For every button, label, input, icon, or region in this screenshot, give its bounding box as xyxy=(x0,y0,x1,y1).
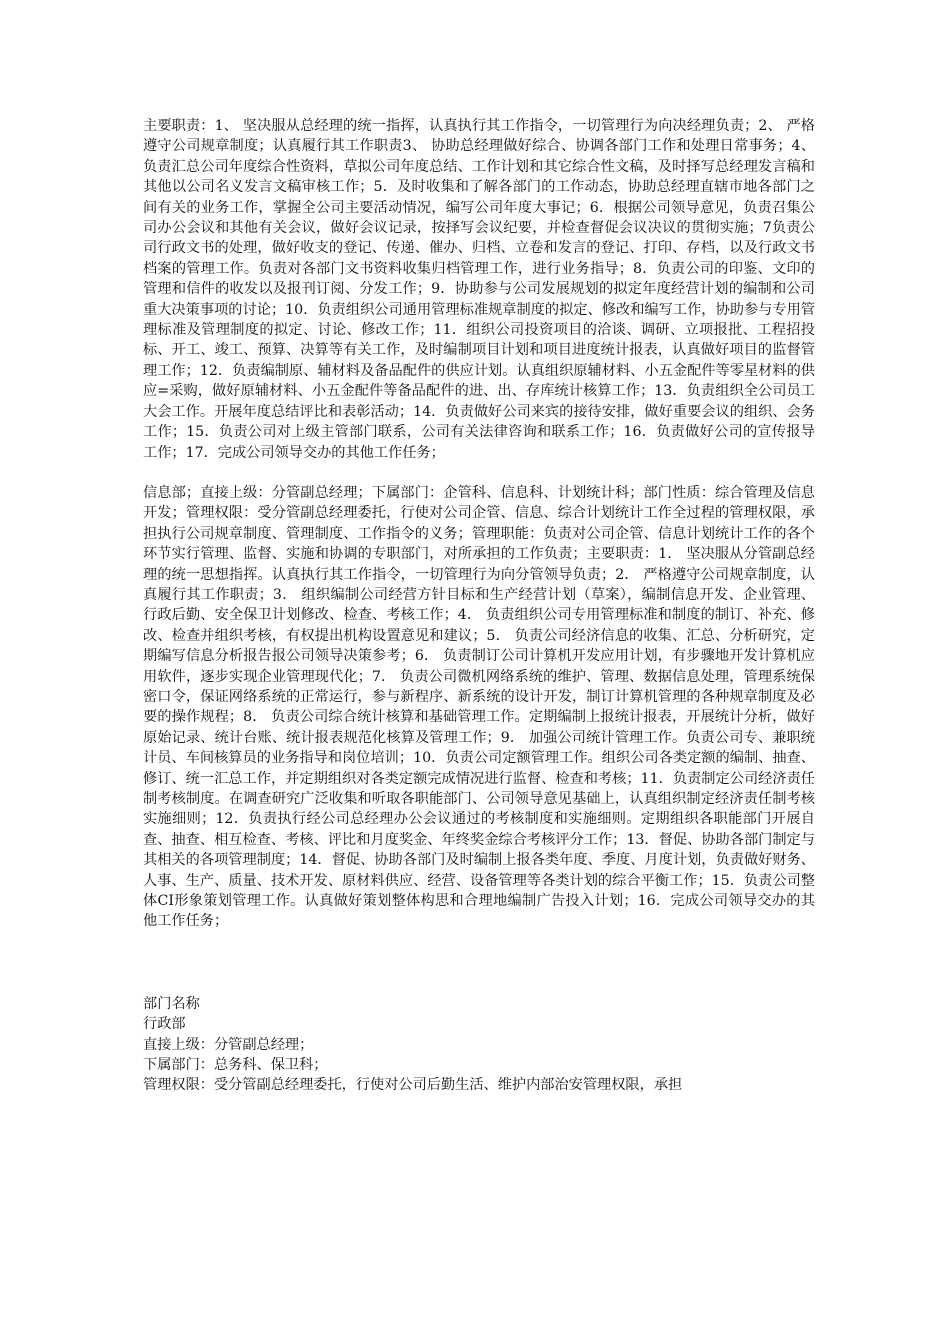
admin-dept-block xyxy=(143,994,815,1096)
general-office-duties-paragraph: 主要职责：1、 坚决服从总经理的统一指挥，认真执行其工作指令，一切管理行为向决经理负责；2、 严格遵守公司规章制度；认真履行其工作职责3、 协助总经理做好综合、协调各部门工作和处理日常事务；4、 负责汇总公司年度综合性资料，草拟公司年度总结、工作计划和其它综合性文稿，及时择写总经理发言稿和其他以公司名义发言文稿审核工作；5．及时收集和了解各部门的工作动态，协助总经理直辖市地各部门之间有关的业务工作，掌握全公司主要活动情况，编写公司年度大事记；6．根据公司领导意见，负责召集公司办公会议和其他有关会议，做好会议记录，按择写会议纪要，并检查督促会议决议的贯彻实施；7负责公司行政文书的处理，做好收支的登记、传递、催办、归档、立卷和发言的登记、打印、存档，以及行政文书档案的管理工作。负责对各部门文书资料收集归档管理工作，进行业务指导；8．负责公司的印鉴、文印的管理和信件的收发以及报刊订阅、分发工作；9．协助参与公司发展规划的拟定年度经营计划的编制和公司重大决策事项的讨论；10．负责组织公司通用管理标准规章制度的拟定、修改和编写工作，协助参与专用管理标准及管理制度的拟定、讨论、修改工作；11．组织公司投资项目的洽谈、调研、立项报批、工程招投标、开工、竣工、预算、决算等有关工作，及时编制项目计划和项目进度统计报表，认真做好项目的监督管理工作；12．负责编制原、辅材料及备品配件的供应计划。认真组织原辅材料、小五金配件等零星材料的供应=采购，做好原辅材料、小五金配件等备品配件的进、出、存库统计核算工作；13．负责组织全公司员工大会工作。开展年度总结评比和表彰活动；14．负责做好公司来宾的接待安排，做好重要会议的组织、会务工作；15．负责公司对上级主管部门联系，公司有关法律咨询和联系工作；16．负责做好公司的宣传报导工作；17．完成公司领导交办的其他工作任务； xyxy=(143,118,815,461)
document-page xyxy=(143,116,815,1096)
dept-superior: 直接上级：分管副总经理； xyxy=(143,1036,314,1053)
dept-name-value: 行政部 xyxy=(143,1016,186,1033)
dept-name-label: 部门名称 xyxy=(143,995,200,1012)
dept-authority: 管理权限：受分管副总经理委托，行使对公司后勤生活、维护内部治安管理权限，承担 xyxy=(143,1077,683,1094)
information-dept-paragraph: 信息部；直接上级：分管副总经理；下属部门：企管科、信息科、计划统计科；部门性质：综合管理及信息开发；管理权限：受分管副总经理委托，行使对公司企管、信息、综合计划统计工作全过程的管理权限，承担执行公司规章制度、管理制度、工作指令的义务；管理职能：负责对公司企管、信息计划统计工作的各个环节实行管理、监督、实施和协调的专职部门，对所承担的工作负责；主要职责：1． 坚决服从分管副总经理的统一思想指挥。认真执行其工作指令，一切管理行为向分管领导负责；2． 严格遵守公司规章制度，认真履行其工作职责；3． 组织编制公司经营方针目标和生产经营计划（草案），编制信息开发、企业管理、行政后勤、安全保卫计划修改、检查、考核工作；4． 负责组织公司专用管理标准和制度的制订、补充、修改、检查并组织考核，有权提出机构设置意见和建议；5． 负责公司经济信息的收集、汇总、分析研究，定期编写信息分析报告报公司领导决策参考；6． 负责制订公司计算机开发应用计划，有步骤地开发计算机应用软件，逐步实现企业管理现代化；7． 负责公司微机网络系统的维护、管理、数据信息处理，管理系统保密口令，保证网络系统的正常运行，参与新程序、新系统的设计开发，制订计算机管理的各种规章制度及必要的操作规程；8． 负责公司综合统计核算和基础管理工作。定期编制上报统计报表，开展统计分析，做好原始记录、统计台账、统计报表规范化核算及管理工作；9． 加强公司统计管理工作。负责公司专、兼职统计员、车间核算员的业务指导和岗位培训；10．负责公司定额管理工作。组织公司各类定额的编制、抽查、修订、统一汇总工作，并定期组织对各类定额完成情况进行监督、检查和考核；11．负责制定公司经济责任制考核制度。在调查研究广泛收集和听取各职能部门、公司领导意见基础上，认真组织制定经济责任制考核实施细则；12．负责执行经公司总经理办公会议通过的考核制度和实施细则。定期组织各职能部门开展自查、抽查、相互检查、考核、评比和月度奖金、年终奖金综合考核评分工作；13．督促、协助各部门制定与其相关的各项管理制度；14．督促、协助各部门及时编制上报各类年度、季度、月度计划，负责做好财务、人事、生产、质量、技术开发、原材料供应、经营、设备管理等各类计划的综合平衡工作；15．负责公司整体CI形象策划管理工作。认真做好策划整体构思和合理地编制广告投入计划；16．完成公司领导交办的其他工作任务； xyxy=(143,484,815,930)
dept-subordinates: 下属部门：总务科、保卫科； xyxy=(143,1057,328,1074)
